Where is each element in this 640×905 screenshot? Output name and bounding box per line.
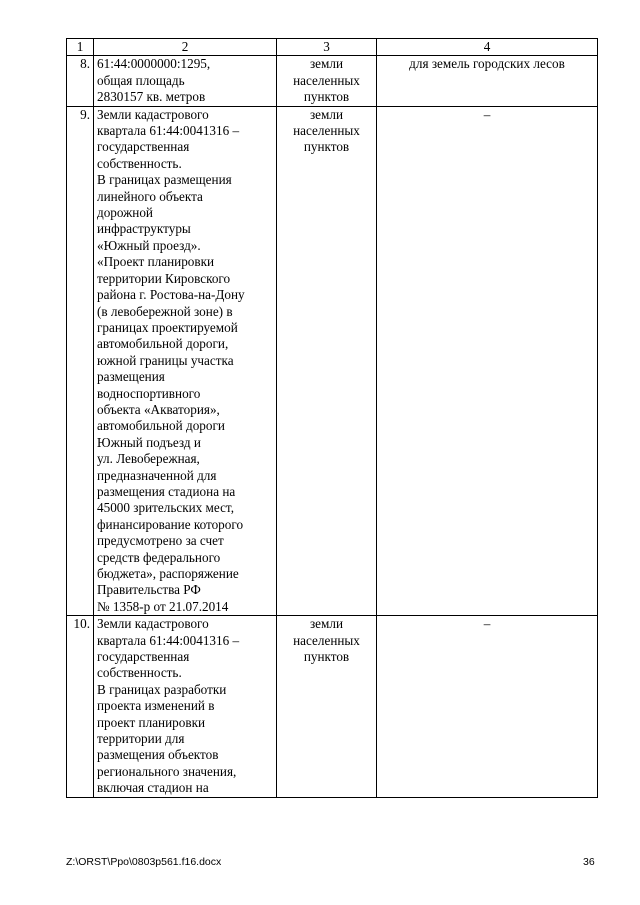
permitted-use-line: для земель городских лесов [409, 56, 565, 72]
plot-description-line: Южный подъезд и [97, 434, 201, 450]
permitted-use [377, 106, 598, 616]
plot-description-line: размещения объектов [97, 747, 219, 763]
plot-description-line: объекта «Акватория», [97, 401, 220, 417]
plot-description-line: государственная [97, 139, 190, 155]
header-col-1: 1 [67, 39, 94, 56]
plot-description-line: проекта изменений в [97, 698, 215, 714]
table-row [67, 56, 598, 106]
land-category-line: пунктов [303, 139, 350, 155]
land-category-line: пунктов [303, 649, 350, 665]
plot-description-line: Земли кадастрового [97, 106, 209, 122]
plot-description-line: общая площадь [97, 72, 185, 88]
plot-description [94, 616, 277, 797]
plot-description-line: (в левобережной зоне) в [97, 303, 233, 319]
plot-description-line: 61:44:0000000:1295, [97, 56, 211, 72]
plot-description-line: «Проект планировки [97, 254, 215, 270]
plot-description-line: южной границы участка [97, 352, 234, 368]
header-col-4: 4 [377, 39, 598, 56]
plot-description-line: регионального значения, [97, 763, 237, 779]
plot-description [94, 106, 277, 616]
plot-description-line: водноспортивного [97, 385, 201, 401]
plot-description-line: квартала 61:44:0041316 – [97, 123, 240, 139]
plot-description-line: государственная [97, 649, 190, 665]
plot-description-line: средств федерального [97, 549, 221, 565]
permitted-use [377, 56, 598, 106]
plot-description-line: финансирование которого [97, 516, 244, 532]
plot-description-line: № 1358-р от 21.07.2014 [97, 598, 229, 614]
plot-description-line: дорожной [97, 205, 153, 221]
plot-description-line: предназначенной для [97, 467, 217, 483]
plot-description-line: ул. Левобережная, [97, 451, 200, 467]
permitted-use-line: – [483, 616, 491, 632]
footer-page-number: 36 [583, 856, 595, 868]
plot-description-line: 45000 зрительских мест, [97, 500, 234, 516]
plot-description-line: размещения [97, 369, 165, 385]
land-category-line: земли [309, 56, 344, 72]
plot-description-line: инфраструктуры [97, 221, 191, 237]
header-col-3: 3 [277, 39, 377, 56]
plot-description-line: Земли кадастрового [97, 616, 209, 632]
plot-description-line: 2830157 кв. метров [97, 89, 206, 105]
plot-description-line: собственность. [97, 155, 182, 171]
plot-description-line: проект планировки [97, 714, 206, 730]
land-category [277, 616, 377, 797]
plot-description-line: территории Кировского [97, 270, 231, 286]
table-header-row [67, 39, 598, 56]
table-row [67, 616, 598, 797]
plot-description-line: В границах размещения [97, 172, 232, 188]
land-category-line: земли [309, 616, 344, 632]
land-category-line: земли [309, 106, 344, 122]
plot-description-line: Правительства РФ [97, 582, 201, 598]
plot-description [94, 56, 277, 106]
header-col-2: 2 [94, 39, 277, 56]
plot-description-line: линейного объекта [97, 188, 203, 204]
land-category-line: пунктов [303, 89, 350, 105]
plot-description-line: «Южный проезд». [97, 237, 201, 253]
permitted-use-line: – [483, 106, 491, 122]
land-category-line: населенных [293, 72, 360, 88]
plot-description-line: района г. Ростова-на-Дону [97, 287, 245, 303]
permitted-use [377, 616, 598, 797]
plot-description-line: размещения стадиона на [97, 483, 236, 499]
plot-description-line: территории для [97, 731, 185, 747]
plot-description-line: границах проектируемой [97, 319, 238, 335]
land-category [277, 56, 377, 106]
land-category-line: населенных [293, 632, 360, 648]
plot-description-line: автомобильной дороги [97, 418, 225, 434]
land-category-line: населенных [293, 123, 360, 139]
row-number: 8. [67, 56, 94, 106]
land-category [277, 106, 377, 616]
plot-description-line: квартала 61:44:0041316 – [97, 632, 240, 648]
land-plots-table [66, 38, 598, 798]
row-number: 10. [67, 616, 94, 797]
row-number: 9. [67, 106, 94, 616]
plot-description-line: включая стадион на [97, 780, 209, 796]
plot-description-line: бюджета», распоряжение [97, 566, 239, 581]
plot-description-line: автомобильной дороги, [97, 336, 229, 352]
plot-description-line: собственность. [97, 665, 182, 681]
footer-file-path: Z:\ORST\Ppo\0803p561.f16.docx [66, 856, 222, 868]
plot-description-line: В границах разработки [97, 681, 227, 697]
plot-description-line: предусмотрено за счет [97, 533, 224, 549]
table-row [67, 106, 598, 616]
